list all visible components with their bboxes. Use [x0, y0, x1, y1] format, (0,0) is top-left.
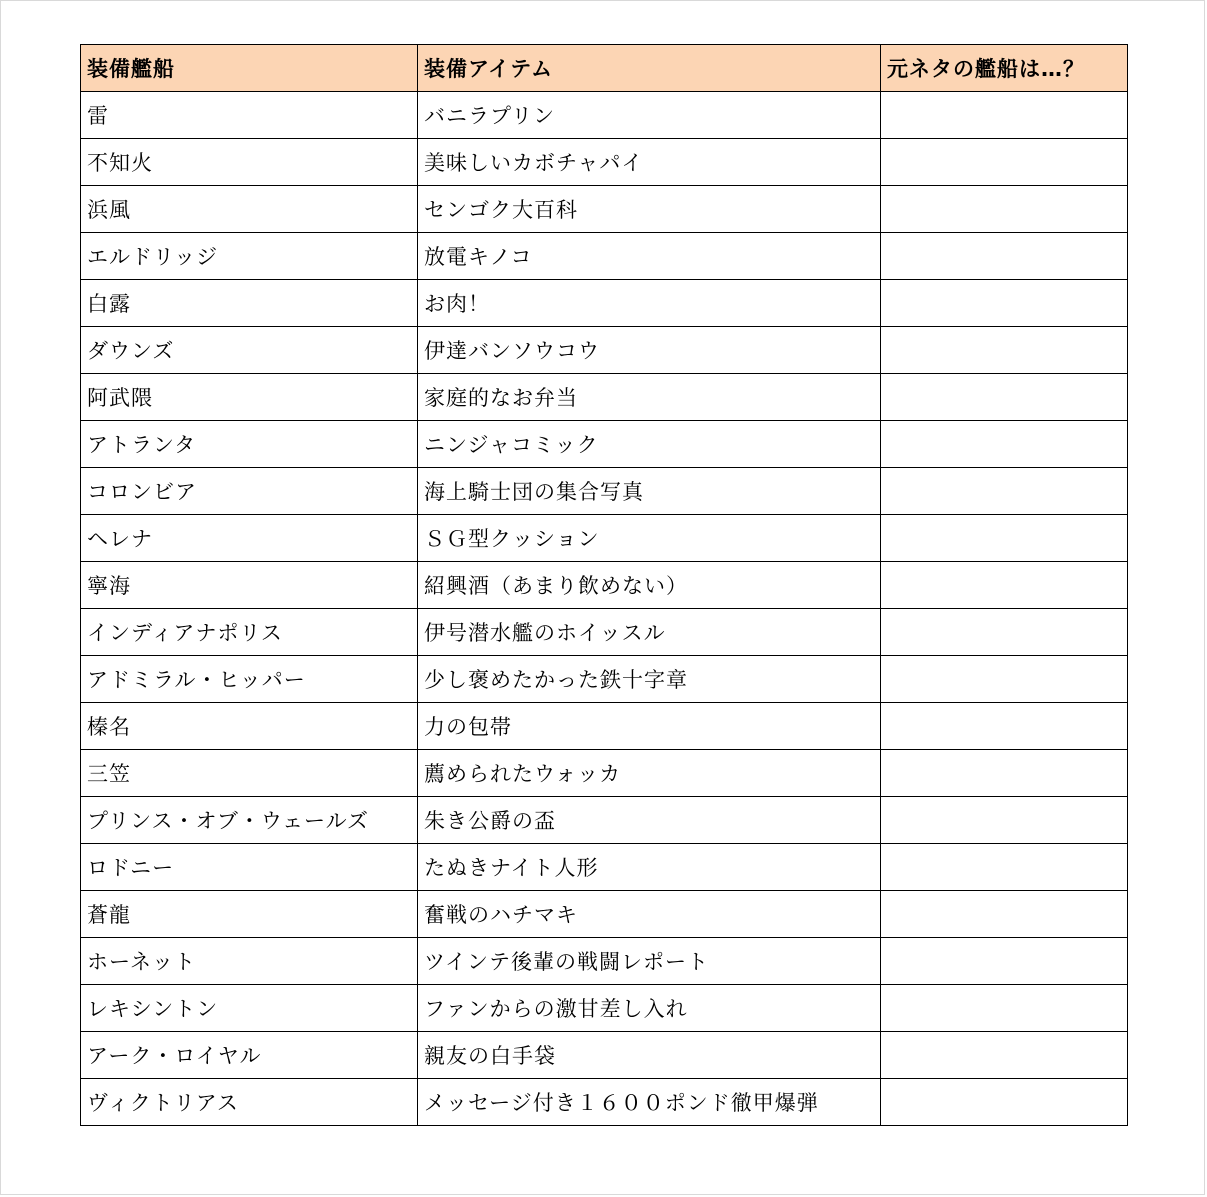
ship-cell: 三笠	[81, 750, 418, 797]
item-cell: 薦められたウォッカ	[418, 750, 881, 797]
original-ship-cell	[881, 374, 1128, 421]
table-row	[81, 703, 1128, 750]
table-row	[81, 233, 1128, 280]
original-ship-cell	[881, 891, 1128, 938]
ship-cell: 雷	[81, 92, 418, 139]
header-ship: 装備艦船	[81, 45, 418, 92]
table-row	[81, 327, 1128, 374]
table-row	[81, 1032, 1128, 1079]
table-row	[81, 421, 1128, 468]
table-row	[81, 186, 1128, 233]
item-cell: 海上騎士団の集合写真	[418, 468, 881, 515]
header-item: 装備アイテム	[418, 45, 881, 92]
header-original-ship: 元ネタの艦船は…？	[881, 45, 1128, 92]
table-row	[81, 468, 1128, 515]
original-ship-cell	[881, 844, 1128, 891]
original-ship-cell	[881, 703, 1128, 750]
table-row	[81, 139, 1128, 186]
item-cell: 朱き公爵の盃	[418, 797, 881, 844]
original-ship-cell	[881, 139, 1128, 186]
original-ship-cell	[881, 468, 1128, 515]
table-row	[81, 374, 1128, 421]
ship-cell: 白露	[81, 280, 418, 327]
table-row	[81, 515, 1128, 562]
ship-cell: アーク・ロイヤル	[81, 1032, 418, 1079]
original-ship-cell	[881, 938, 1128, 985]
original-ship-cell	[881, 609, 1128, 656]
ship-cell: ヘレナ	[81, 515, 418, 562]
table-row	[81, 750, 1128, 797]
item-cell: ファンからの激甘差し入れ	[418, 985, 881, 1032]
original-ship-cell	[881, 1032, 1128, 1079]
item-cell: 奮戦のハチマキ	[418, 891, 881, 938]
table-body	[81, 92, 1128, 1126]
table-row	[81, 844, 1128, 891]
header-row	[81, 45, 1128, 92]
ship-cell: ホーネット	[81, 938, 418, 985]
original-ship-cell	[881, 985, 1128, 1032]
original-ship-cell	[881, 750, 1128, 797]
item-cell: 力の包帯	[418, 703, 881, 750]
table-row	[81, 797, 1128, 844]
ship-cell: コロンビア	[81, 468, 418, 515]
ship-cell: エルドリッジ	[81, 233, 418, 280]
item-cell: 放電キノコ	[418, 233, 881, 280]
item-cell: 少し褒めたかった鉄十字章	[418, 656, 881, 703]
item-cell: ＳＧ型クッション	[418, 515, 881, 562]
table-row	[81, 609, 1128, 656]
ship-cell: アトランタ	[81, 421, 418, 468]
table-row	[81, 656, 1128, 703]
equipment-table	[80, 44, 1128, 1126]
item-cell: お肉！	[418, 280, 881, 327]
item-cell: たぬきナイト人形	[418, 844, 881, 891]
original-ship-cell	[881, 280, 1128, 327]
ship-cell: ロドニー	[81, 844, 418, 891]
table-row	[81, 280, 1128, 327]
original-ship-cell	[881, 656, 1128, 703]
original-ship-cell	[881, 233, 1128, 280]
ship-cell: ヴィクトリアス	[81, 1079, 418, 1126]
original-ship-cell	[881, 186, 1128, 233]
item-cell: 美味しいカボチャパイ	[418, 139, 881, 186]
original-ship-cell	[881, 327, 1128, 374]
item-cell: 紹興酒（あまり飲めない）	[418, 562, 881, 609]
table-row	[81, 1079, 1128, 1126]
item-cell: 伊号潜水艦のホイッスル	[418, 609, 881, 656]
original-ship-cell	[881, 797, 1128, 844]
table-row	[81, 891, 1128, 938]
table-row	[81, 92, 1128, 139]
ship-cell: ダウンズ	[81, 327, 418, 374]
original-ship-cell	[881, 421, 1128, 468]
item-cell: ツインテ後輩の戦闘レポート	[418, 938, 881, 985]
ship-cell: 阿武隈	[81, 374, 418, 421]
original-ship-cell	[881, 562, 1128, 609]
original-ship-cell	[881, 1079, 1128, 1126]
item-cell: 家庭的なお弁当	[418, 374, 881, 421]
original-ship-cell	[881, 515, 1128, 562]
item-cell: 親友の白手袋	[418, 1032, 881, 1079]
ship-cell: インディアナポリス	[81, 609, 418, 656]
ship-cell: 寧海	[81, 562, 418, 609]
ship-cell: レキシントン	[81, 985, 418, 1032]
ship-cell: プリンス・オブ・ウェールズ	[81, 797, 418, 844]
ship-cell: アドミラル・ヒッパー	[81, 656, 418, 703]
table-row	[81, 562, 1128, 609]
ship-cell: 榛名	[81, 703, 418, 750]
ship-cell: 不知火	[81, 139, 418, 186]
ship-cell: 蒼龍	[81, 891, 418, 938]
item-cell: 伊達バンソウコウ	[418, 327, 881, 374]
item-cell: ニンジャコミック	[418, 421, 881, 468]
item-cell: センゴク大百科	[418, 186, 881, 233]
item-cell: メッセージ付き１６００ポンド徹甲爆弾	[418, 1079, 881, 1126]
ship-cell: 浜風	[81, 186, 418, 233]
item-cell: バニラプリン	[418, 92, 881, 139]
table-row	[81, 985, 1128, 1032]
table-row	[81, 938, 1128, 985]
original-ship-cell	[881, 92, 1128, 139]
